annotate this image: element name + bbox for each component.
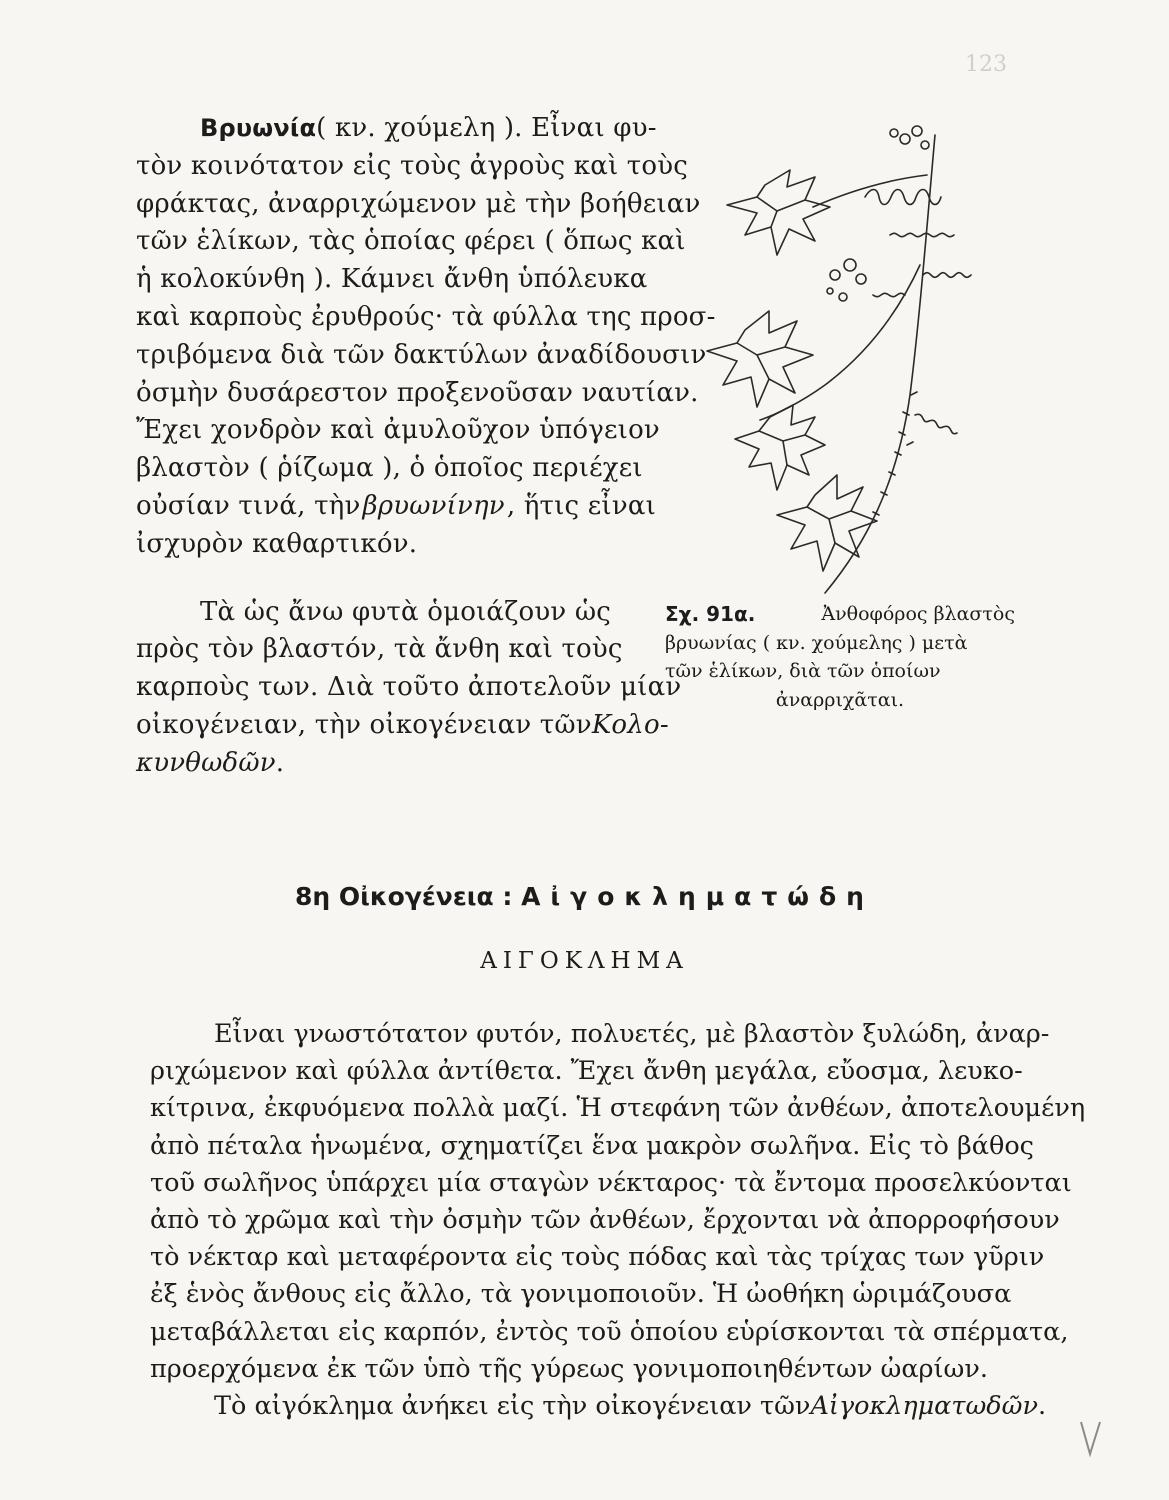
aigoklima-paragraph bbox=[150, 1016, 1086, 1425]
berry bbox=[839, 293, 847, 301]
flower bbox=[856, 274, 866, 284]
flower bbox=[830, 270, 840, 280]
figure-caption bbox=[665, 600, 1015, 714]
bryonia-term: Βρυωνία bbox=[200, 114, 317, 142]
vein bbox=[757, 197, 805, 227]
text-line: κίτρινα, ἐκφυόμενα πολλὰ μαζί. Ἡ στεφάνη τῶν ἀνθέων, ἀποτελουμένη bbox=[150, 1093, 1086, 1124]
middle-leaf bbox=[707, 311, 813, 407]
stem-hairs bbox=[873, 392, 917, 515]
text-line: ἐξ ἑνὸς ἄνθους εἰς ἄλλο, τὰ γονιμοποιοῦν. Ἡ ὠοθήκη ὡριμάζουσα bbox=[150, 1279, 1012, 1310]
family-name: Αἰγοκληματώδη bbox=[521, 882, 874, 911]
vein bbox=[759, 431, 805, 465]
lower-leaf bbox=[735, 405, 825, 490]
family-number: 8η Οἰκογένεια : bbox=[295, 882, 513, 911]
flower bbox=[900, 134, 910, 144]
text-line: προερχόμενα ἐκ τῶν ὑπὸ τῆς γύρεως γονιμοποιηθέντων ὠαρίων. bbox=[150, 1353, 988, 1384]
tendril bbox=[915, 414, 957, 433]
family-paragraph bbox=[136, 594, 682, 783]
text-line: καρποὺς των. Διὰ τοῦτο ἀποτελοῦν μίαν bbox=[136, 672, 682, 703]
text-line: Ἔχει χονδρὸν καὶ ἀμυλοῦχον ὑπόγειον bbox=[136, 415, 660, 446]
text-line: οἰκογένειαν, τὴν οἰκογένειαν τῶν Κολο- bbox=[136, 709, 669, 740]
text-line: οὐσίαν τινά, τὴν βρυωνίνην , ἥτις εἶναι bbox=[136, 488, 656, 526]
upper-leaf bbox=[727, 170, 830, 255]
text-line: καὶ καρποὺς ἐρυθρούς· τὰ φύλλα της προσ- bbox=[136, 301, 716, 332]
tendril bbox=[890, 233, 954, 236]
text-line: ὀσμὴν δυσάρεστον προξενοῦσαν ναυτίαν. bbox=[136, 377, 699, 408]
bryonia-paragraph bbox=[136, 110, 716, 564]
flower bbox=[844, 259, 856, 271]
flower bbox=[912, 126, 922, 136]
text-line: κυνθωδῶν . bbox=[136, 747, 285, 778]
bryonia-illustration bbox=[665, 115, 1015, 595]
text-line: Τὸ αἰγόκλημα ἀνήκει εἰς τὴν οἰκογένειαν τῶν Αἰγοκληματωδῶν . bbox=[150, 1388, 1030, 1425]
text-line: τὸ νέκταρ καὶ μεταφέροντα εἰς τοὺς πόδας καὶ τὰς τρίχας των γῦριν bbox=[150, 1242, 1045, 1273]
text-line: Βρυωνία ( κν. χούμελη ). Εἶναι φυ- bbox=[136, 110, 656, 148]
flower bbox=[921, 141, 929, 149]
caption-line: τῶν ἑλίκων, διὰ τῶν ὁποίων bbox=[665, 660, 941, 682]
bryonine-term: βρυωνίνην bbox=[362, 490, 505, 521]
flower bbox=[890, 129, 898, 137]
berry bbox=[827, 288, 833, 294]
bottom-leaf bbox=[777, 475, 877, 571]
text-line: τοῦ σωλῆνος ὑπάρχει μία σταγὼν νέκταρος· τὰ ἔντομα προσελκύονται bbox=[150, 1167, 1072, 1198]
caption-line: Σχ. 91α. Ἀνθοφόρος βλαστὸς bbox=[665, 600, 1015, 629]
caption-line: ἀναρριχᾶται. bbox=[775, 688, 905, 711]
side-stem bbox=[760, 265, 920, 420]
figure-label: Σχ. 91α. bbox=[665, 602, 756, 626]
text-line: μεταβάλλεται εἰς καρπόν, ἐντὸς τοῦ ὁποίου εὑρίσκονται τὰ σπέρματα, bbox=[150, 1316, 1069, 1347]
text-line: ἡ κολοκύνθη ). Κάμνει ἄνθη ὑπόλευκα bbox=[136, 264, 648, 295]
section-title bbox=[0, 882, 1169, 911]
main-stem bbox=[825, 135, 935, 593]
text-line: ἀπὸ τὸ χρῶμα καὶ τὴν ὀσμὴν τῶν ἀνθέων, ἔρχονται νὰ ἀπορροφήσουν bbox=[150, 1205, 1060, 1236]
text-line: τριβόμενα διὰ τῶν δακτύλων ἀναδίδουσιν bbox=[136, 339, 707, 370]
text-line: φράκτας, ἀναρριχώμενον μὲ τὴν βοήθειαν bbox=[136, 188, 701, 219]
text-line: ἰσχυρὸν καθαρτικόν. bbox=[136, 528, 418, 559]
text-line: βλαστὸν ( ῥίζωμα ), ὁ ὁποῖος περιέχει bbox=[136, 453, 643, 484]
vein bbox=[737, 343, 785, 379]
text-line: τῶν ἑλίκων, τὰς ὁποίας φέρει ( ὅπως καὶ bbox=[136, 226, 686, 257]
text-line: Εἶναι γνωστότατον φυτόν, πολυετές, μὲ βλαστὸν ξυλώδη, ἀναρ- bbox=[214, 1019, 1050, 1049]
vein bbox=[807, 507, 851, 543]
page-number: 123 bbox=[965, 52, 1007, 77]
margin-mark bbox=[1078, 1418, 1103, 1458]
text-line: ριχώμενον καὶ φύλλα ἀντίθετα. Ἔχει ἄνθη μεγάλα, εὔοσμα, λευκο- bbox=[150, 1056, 1023, 1087]
text-line: Τὰ ὡς ἄνω φυτὰ ὁμοιάζουν ὡς bbox=[200, 596, 611, 627]
family-term: Αἰγοκληματωδῶν bbox=[810, 1391, 1038, 1422]
text-line: ἀπὸ πέταλα ἡνωμένα, σχηματίζει ἕνα μακρὸν σωλῆνα. Εἰς τὸ βάθος bbox=[150, 1130, 1034, 1161]
text-line: πρὸς τὸν βλαστόν, τὰ ἄνθη καὶ τοὺς bbox=[136, 634, 623, 665]
caption-line: βρυωνίας ( κν. χούμελης ) μετὰ bbox=[665, 631, 968, 654]
section-subtitle: ΑΙΓΟΚΛΗΜΑ bbox=[480, 948, 689, 974]
text-line: τὸν κοινότατον εἰς τοὺς ἀγροὺς καὶ τοὺς bbox=[136, 150, 689, 181]
